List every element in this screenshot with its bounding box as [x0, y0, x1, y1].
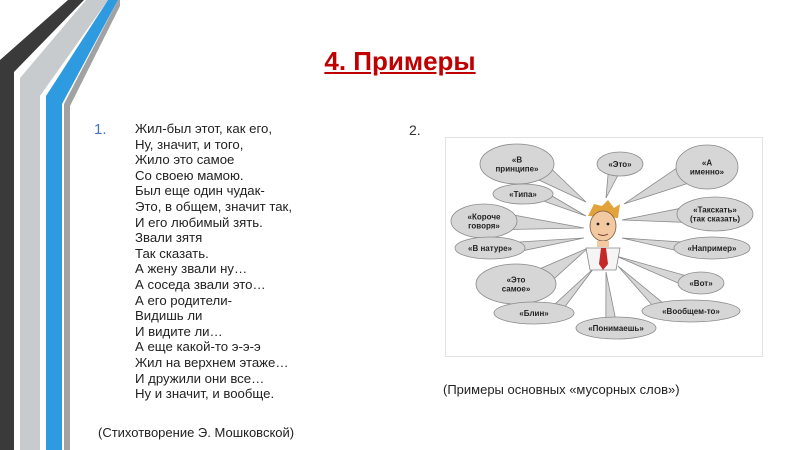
poem-line: Видишь ли	[135, 308, 203, 324]
speech-bubble-text: «Это	[506, 275, 526, 285]
speech-bubble-ponimaesh	[576, 272, 656, 339]
poem-line: Жило это самое	[135, 152, 235, 168]
speech-bubble-text: «А	[701, 158, 713, 168]
filler-words-illustration	[445, 137, 763, 357]
poem-line: Это, в общем, значит так,	[135, 198, 292, 214]
speech-bubble-naprimer	[622, 237, 750, 259]
speech-bubble-text: «Блин»	[519, 309, 549, 318]
speech-bubble-text: «В	[511, 155, 523, 165]
poem-line: А еще какой-то э-э-э	[135, 339, 261, 355]
speech-bubble-eto	[597, 152, 643, 198]
speech-bubble-tail	[516, 238, 584, 252]
speech-bubble-text: «Типа»	[509, 190, 537, 199]
poem-caption: (Стихотворение Э. Мошковской)	[98, 425, 295, 440]
speech-bubble-v-nature	[455, 237, 584, 259]
figure-caption: (Примеры основных «мусорных слов»)	[443, 382, 680, 397]
speech-bubble-takskat	[622, 197, 753, 231]
speech-bubbles-diagram	[446, 138, 762, 356]
poem-line: А соседа звали это…	[135, 276, 266, 292]
poem-line: Жил-был этот, как его,	[135, 121, 272, 136]
speech-bubble-text: «Вообщем-то»	[662, 307, 720, 316]
poem-line: А его родители-	[135, 292, 232, 308]
poem-line: А жену звали ну…	[135, 261, 248, 277]
poem-line: И дружили они все…	[135, 370, 265, 386]
poem-line: И видите ли…	[135, 323, 223, 339]
poem-line: Ну и значит, и вообще.	[135, 386, 275, 402]
speech-bubble-text: принципе»	[495, 164, 539, 174]
poem-line: И его любимый зять.	[135, 214, 263, 230]
speech-bubble-a-imenno	[624, 145, 738, 204]
speech-bubble-text: «Понимаешь»	[588, 324, 644, 333]
speech-bubble-text: «Короче	[467, 212, 501, 222]
speech-bubble-text: «Такскать»	[693, 205, 737, 215]
speech-bubble-tail	[508, 214, 584, 229]
speech-bubble-vot	[616, 256, 724, 294]
list-number-2: 2.	[409, 122, 421, 138]
slide-title: 4. Примеры	[324, 46, 476, 76]
poem-line: Ну, значит, и того,	[135, 136, 244, 152]
man-figure-icon	[586, 200, 620, 270]
poem	[135, 121, 292, 402]
speech-bubble-text: именно»	[689, 167, 725, 177]
poem-line: Со своею мамою.	[135, 167, 244, 183]
list-number-1: 1.	[94, 121, 107, 138]
poem-line: Так сказать.	[135, 245, 209, 261]
poem-line: Был еще один чудак-	[135, 183, 265, 199]
speech-bubble-koroche	[451, 204, 584, 238]
speech-bubble-text: (так сказать)	[689, 214, 741, 224]
speech-bubble-tail	[616, 256, 686, 285]
speech-bubble-text: говоря»	[468, 221, 500, 231]
poem-line: Звали зятя	[135, 230, 203, 246]
speech-bubble-tail	[606, 272, 616, 321]
speech-bubble-text: самое»	[501, 284, 531, 294]
speech-bubble-text: «Вот»	[689, 279, 713, 288]
speech-bubble-text: «В натуре»	[468, 244, 512, 253]
speech-bubble-text: «Это»	[608, 160, 632, 169]
speech-bubble-text: «Например»	[687, 244, 737, 253]
poem-line: Жил на верхнем этаже…	[135, 354, 289, 370]
